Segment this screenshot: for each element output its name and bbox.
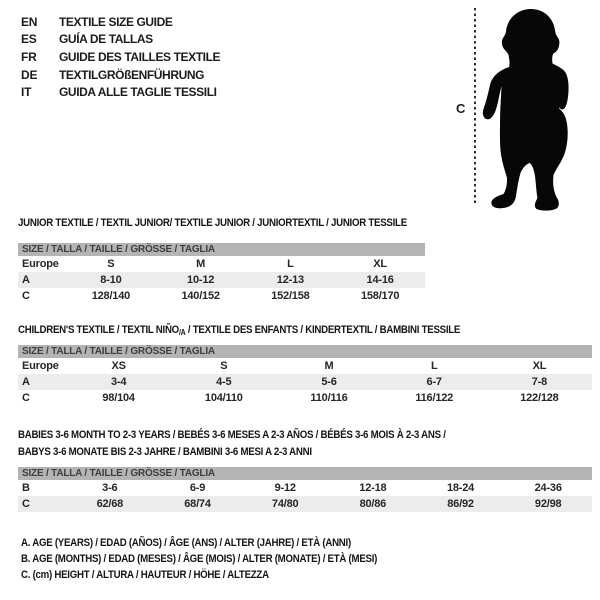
language-header [21,13,220,101]
row-label: A [22,376,30,388]
children-title-sub: /A [178,328,186,337]
cell: 10-12 [187,274,215,286]
children-table-body [18,358,592,406]
table-row [18,480,592,496]
size-header-bar: SIZE / TALLA / TAILLE / GRÖSSE / TAGLIA [18,345,592,358]
cell: 158/170 [360,290,400,302]
cell: 152/158 [271,290,310,302]
cell: 12-18 [359,482,387,494]
note-height-cm: C. (cm) HEIGHT / ALTURA / HAUTEUR / HÖHE / ALTEZZA [21,569,269,581]
cell: XL [373,258,387,270]
cell: S [220,360,228,372]
cell: 12-13 [276,274,304,286]
cell: 98/104 [102,392,135,404]
babies-size-table [18,467,592,512]
babies-title-line1: BABIES 3-6 MONTH TO 2-3 YEARS / BEBÉS 3-6 MESES A 2-3 AÑOS / BÉBÉS 3-6 MOIS À 2-3 ANS / [18,429,446,441]
cell: 86/92 [447,498,474,510]
cell: XS [111,360,126,372]
junior-table-body [18,256,425,304]
row-label: Europe [22,258,59,270]
cell: 122/128 [520,392,559,404]
size-header-bar: SIZE / TALLA / TAILLE / GRÖSSE / TAGLIA [18,467,592,480]
cell: 80/86 [359,498,387,510]
cell: 24-36 [534,482,562,494]
cell: 6-9 [189,482,206,494]
lang-row-it [21,83,220,101]
cell: 104/110 [204,392,243,404]
table-row [18,390,592,406]
lang-label: GUIDA ALLE TAGLIE TESSILI [59,85,217,100]
lang-row-de [21,66,220,84]
row-label: C [22,290,30,302]
lang-label: TEXTILGRÖßENFÜHRUNG [59,67,205,82]
lang-label: GUÍA DE TALLAS [59,32,153,47]
lang-code: IT [21,85,32,100]
cell: 18-24 [446,482,475,494]
junior-table-title: JUNIOR TEXTILE / TEXTIL JUNIOR/ TEXTILE JUNIOR / JUNIORTEXTIL / JUNIOR TESSILE [18,217,407,229]
lang-code: EN [21,14,38,29]
cell: L [430,360,438,372]
babies-table-body [18,480,592,512]
table-row [18,272,425,288]
lang-label: GUIDE DES TAILLES TEXTILE [59,49,221,64]
cell: S [107,258,115,270]
children-size-table [18,345,592,406]
lang-row-en [21,13,220,31]
cell: 62/68 [96,498,124,510]
cell: 8-10 [100,274,122,286]
cell: M [324,360,334,372]
cell: 9-12 [274,482,296,494]
cell: 128/140 [91,290,131,302]
table-row [18,256,425,272]
children-title-rest: / TEXTILE DES ENFANTS / KINDERTEXTIL / BAMBINI TESSILE [185,324,461,336]
row-label: A [22,274,30,286]
cell: 3-6 [102,482,118,494]
lang-code: ES [21,32,37,47]
note-age-months: B. AGE (MONTHS) / EDAD (MESES) / ÂGE (MOIS) / ALTER (MONATE) / ETÀ (MESI) [21,553,378,565]
cell: XL [532,360,547,372]
children-table-title [18,324,460,337]
cell: L [287,258,294,270]
height-measure-label: C [456,101,466,116]
cell: 116/122 [415,392,454,404]
babies-table-title [18,427,446,461]
legend-notes [21,537,426,585]
lang-label: TEXTILE SIZE GUIDE [59,14,173,29]
table-row [18,358,592,374]
cell: 6-7 [426,376,442,388]
cell: 4-5 [216,376,232,388]
cell: 14-16 [366,274,394,286]
row-label: C [22,498,30,510]
lang-code: DE [21,67,38,82]
lang-row-fr [21,48,220,66]
junior-size-table [18,243,425,304]
table-row [18,496,592,512]
size-header-bar: SIZE / TALLA / TAILLE / GRÖSSE / TAGLIA [18,243,425,256]
table-row [18,288,425,304]
cell: 92/98 [534,498,562,510]
cell: 74/80 [271,498,299,510]
row-label: Europe [22,360,59,372]
cell: 140/152 [181,290,220,302]
cell: M [196,258,206,270]
table-row [18,374,592,390]
lang-row-es [21,31,220,49]
cell: 3-4 [110,376,127,388]
lang-code: FR [21,49,37,64]
cell: 110/116 [310,392,348,404]
row-label: C [22,392,30,404]
row-label: B [22,482,30,494]
toddler-silhouette-image [479,5,579,212]
height-dashed-line [474,8,476,206]
cell: 68/74 [184,498,211,510]
babies-title-line2: BABYS 3-6 MONATE BIS 2-3 JAHRE / BAMBINI 3-6 MESI A 2-3 ANNI [18,446,312,458]
note-age-years: A. AGE (YEARS) / EDAD (AÑOS) / ÂGE (ANS) / ALTER (JAHRE) / ETÀ (ANNI) [21,537,351,549]
children-title-main: CHILDREN'S TEXTILE / TEXTIL NIÑO [18,324,179,336]
cell: 7-8 [531,376,548,388]
cell: 5-6 [321,376,337,388]
